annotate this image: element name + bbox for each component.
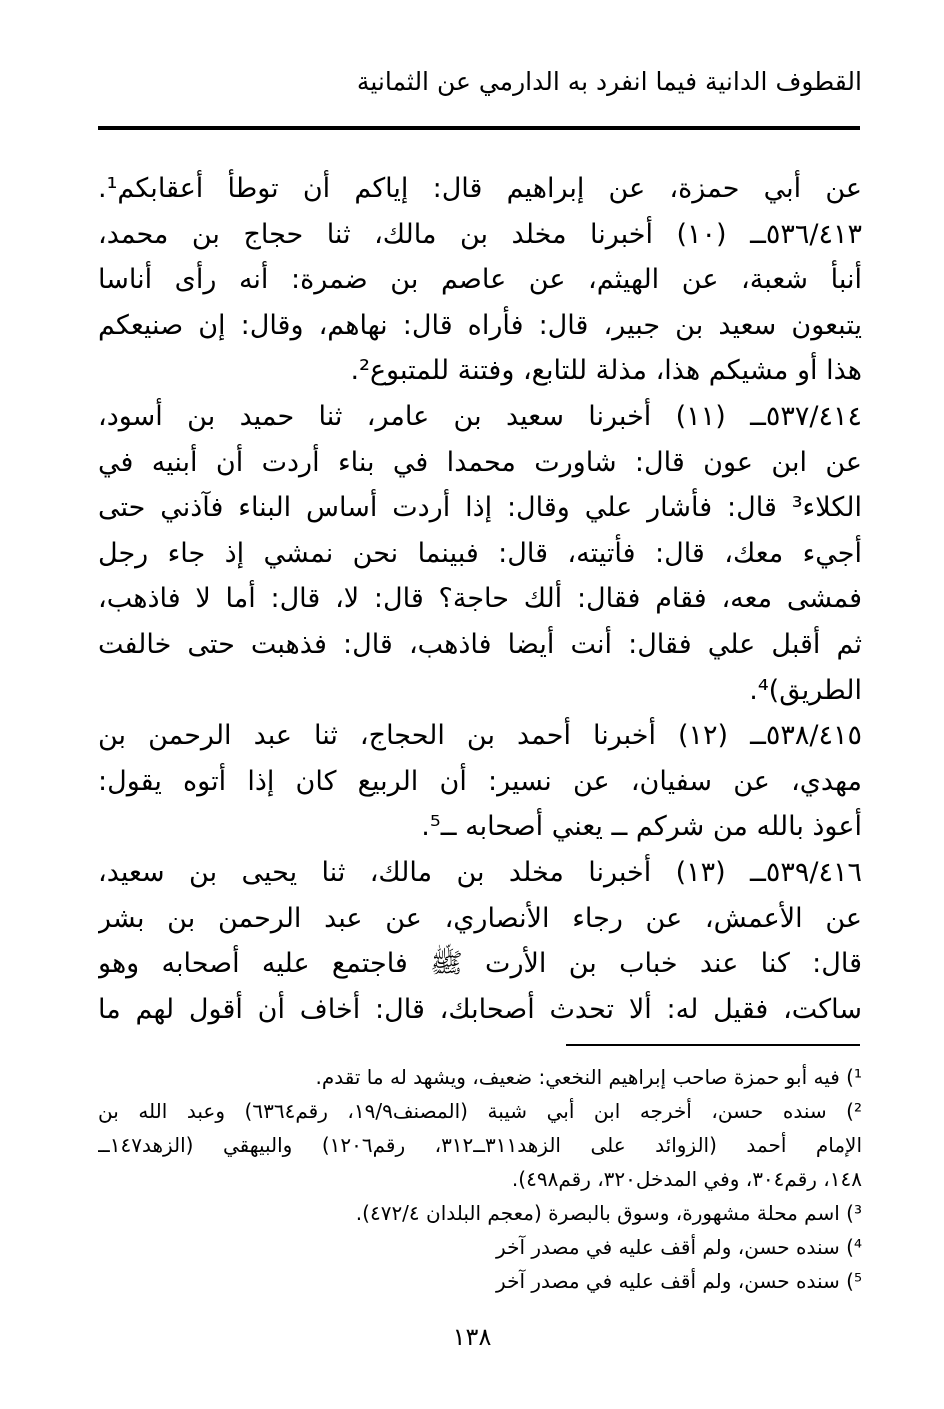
text-line: عن أبي حمزة، عن إبراهيم قال: إياكم أن توطأ أعقابكم¹.	[98, 173, 862, 204]
footnote-line: ²) سنده حسن، أخرجه ابن أبي شيبة (المصنف١٩/٩، رقم٦٣٦٤) وعبد الله بن	[98, 1099, 862, 1123]
footnote-line: ³) اسم محلة مشهورة، وسوق بالبصرة (معجم البلدان ٤٧٢/٤).	[355, 1201, 862, 1225]
text-line: ثم أقبل علي فقال: أنت أيضا فاذهب، قال: فذهبت حتى خالفت	[98, 628, 862, 660]
text-line: أعوذ بالله من شركم ــ يعني أصحابه ــ⁵.	[421, 811, 862, 843]
text-line: ٥٣٦/٤١٣ــ (١٠) أخبرنا مخلد بن مالك، ثنا حجاج بن محمد،	[98, 218, 862, 250]
footnotes	[98, 1060, 862, 1298]
footnote-line: الإمام أحمد (الزوائد على الزهد٣١١ــ٣١٢، رقم١٢٠٦) والبيهقي (الزهد١٤٧ــ	[98, 1133, 862, 1157]
text-line: يتبعون سعيد بن جبير، قال: فأراه قال: نهاهم، وقال: إن صنيعكم	[98, 309, 862, 341]
text-line: هذا أو مشيكم هذا، مذلة للتابع، وفتنة للمتبوع².	[350, 355, 862, 387]
text-line: ساكت، فقيل له: ألا تحدث أصحابك، قال: أخاف أن أقول لهم ما	[98, 993, 862, 1025]
footnote-line: ¹) فيه أبو حمزة صاحب إبراهيم النخعي: ضعيف، ويشهد له ما تقدم.	[315, 1065, 862, 1089]
running-header-title: القطوف الدانية فيما انفرد به الدارمي عن الثمانية	[356, 67, 862, 96]
footnote-separator	[566, 1044, 860, 1046]
text-line: فمشى معه، فقام فقال: ألك حاجة؟ قال: لا، قال: أما لا فاذهب،	[98, 583, 862, 615]
page-number: ١٣٨	[452, 1323, 492, 1351]
footnote-line: ⁵) سنده حسن، ولم أقف عليه في مصدر آخر	[496, 1269, 862, 1293]
text-line: مهدي، عن سفيان، عن نسير: أن الربيع كان إذا أتوه يقول:	[98, 765, 862, 797]
header-rule	[98, 126, 860, 130]
text-line: ٥٣٩/٤١٦ــ (١٣) أخبرنا مخلد بن مالك، ثنا يحيى بن سعيد،	[98, 856, 862, 888]
text-line: قال: كنا عند خباب بن الأرت ﷺ فاجتمع عليه أصحابه وهو	[98, 948, 862, 980]
footnote-line: ⁴) سنده حسن، ولم أقف عليه في مصدر آخر	[496, 1235, 862, 1259]
text-line: الكلاء³ قال: فأشار علي وقال: إذا أردت أساس البناء فآذني حتى	[98, 492, 862, 524]
text-line: أنبأ شعبة، عن الهيثم، عن عاصم بن ضمرة: أنه رأى أناسا	[98, 264, 862, 296]
text-line: الطريق)⁴.	[749, 674, 862, 706]
text-line: ٥٣٨/٤١٥ــ (١٢) أخبرنا أحمد بن الحجاج، ثنا عبد الرحمن بن	[98, 720, 862, 752]
text-line: أجيء معك، قال: فأتيته، قال: فبينما نحن نمشي إذ جاء رجل	[98, 537, 862, 569]
text-line: عن الأعمش، عن رجاء الأنصاري، عن عبد الرحمن بن بشر	[98, 902, 862, 934]
main-text	[98, 166, 862, 1032]
text-line: عن ابن عون قال: شاورت محمدا في بناء أردت أن أبنيه في	[98, 446, 862, 478]
footnote-line: ١٤٨، رقم٣٠٤، وفي المدخل٣٢٠، رقم٤٩٨).	[511, 1167, 862, 1191]
text-line: ٥٣٧/٤١٤ــ (١١) أخبرنا سعيد بن عامر، ثنا حميد بن أسود،	[98, 400, 862, 432]
